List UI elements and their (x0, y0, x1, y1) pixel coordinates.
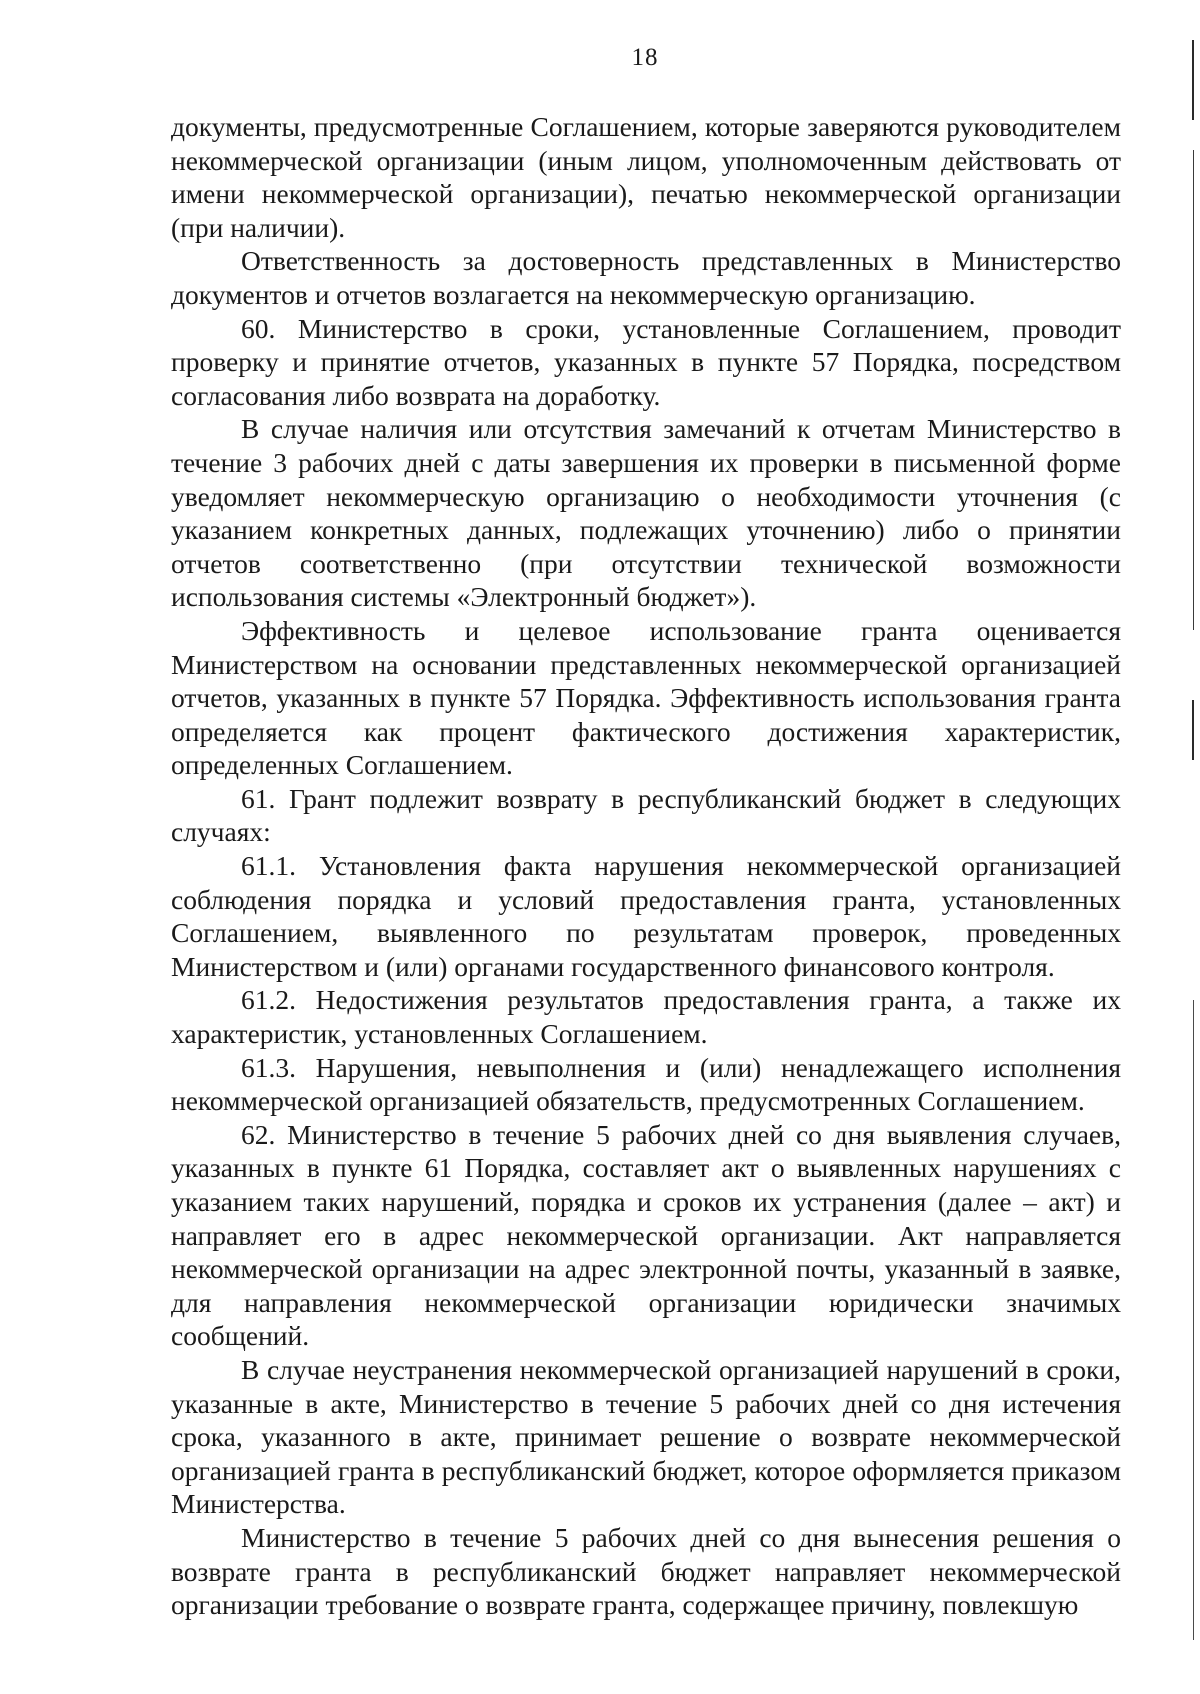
paragraph-clause-61-3: 61.3. Нарушения, невыполнения и (или) ненадлежащего исполнения некоммерческой организацией обязательств, предусмотренных Соглашением. (171, 1051, 1121, 1117)
paragraph-efficiency: Эффективность и целевое использование гранта оценивается Министерством на основании представленных некоммерческой организацией отчетов, указанных в пункте 57 Порядка. Эффективность использования гранта определяется как процент фактического достижения характеристик, определенных Соглашением. (171, 614, 1121, 781)
document-body (171, 110, 1121, 1622)
paragraph-responsibility: Ответственность за достоверность представленных в Министерство документов и отчетов возлагается на некоммерческую организацию. (171, 245, 1121, 310)
paragraph-continuation: документы, предусмотренные Соглашением, которые заверяются руководителем некоммерческой организации (иным лицом, уполномоченным действовать от имени некоммерческой организации), печатью некоммерческой организации (при наличии). (171, 111, 1121, 243)
page-number: 18 (631, 44, 659, 71)
paragraph-clause-61-2: 61.2. Недостижения результатов предоставления гранта, а также их характеристик, установленных Соглашением. (171, 984, 1121, 1050)
paragraph-non-elimination: В случае неустранения некоммерческой организацией нарушений в сроки, указанные в акте, Министерство в течение 5 рабочих дней со дня истечения срока, указанного в акте, принимает решение о возврате некоммерческой организацией гранта в республиканский бюджет, которое оформляется приказом Министерства. (171, 1353, 1121, 1520)
paragraph-clause-61-1: 61.1. Установления факта нарушения некоммерческой организацией соблюдения порядка и условий предоставления гранта, установленных Соглашением, выявленного по результатам проверок, проведенных Министерством и (или) органами государственного финансового контроля. (171, 850, 1121, 982)
scan-edge-line (1192, 40, 1194, 120)
paragraph-remarks: В случае наличия или отсутствия замечаний к отчетам Министерство в течение 3 рабочих дней с даты завершения их проверки в письменной форме уведомляет некоммерческую организацию о необходимости уточнения (с указанием конкретных данных, подлежащих уточнению) либо о принятии отчетов соответственно (при отсутствии технической возможности использования системы «Электронный бюджет»). (171, 413, 1121, 613)
scan-edge-line (1193, 1000, 1194, 1640)
scan-edge-line (1193, 150, 1194, 630)
paragraph-clause-61: 61. Грант подлежит возврату в республиканский бюджет в следующих случаях: (171, 782, 1121, 848)
scan-edge-line (1192, 700, 1194, 760)
paragraph-demand: Министерство в течение 5 рабочих дней со дня вынесения решения о возврате гранта в республиканский бюджет направляет некоммерческой организации требование о возврате гранта, содержащее причину, повлекшую (171, 1521, 1121, 1621)
paragraph-clause-62: 62. Министерство в течение 5 рабочих дней со дня выявления случаев, указанных в пункте 61 Порядка, составляет акт о выявленных нарушениях с указанием таких нарушений, порядка и сроков их устранения (далее – акт) и направляет его в адрес некоммерческой организации. Акт направляется некоммерческой организации на адрес электронной почты, указанный в заявке, для направления некоммерческой организации юридически значимых сообщений. (171, 1118, 1121, 1352)
paragraph-clause-60: 60. Министерство в сроки, установленные Соглашением, проводит проверку и принятие отчетов, указанных в пункте 57 Порядка, посредством согласования либо возврата на доработку. (171, 312, 1121, 411)
